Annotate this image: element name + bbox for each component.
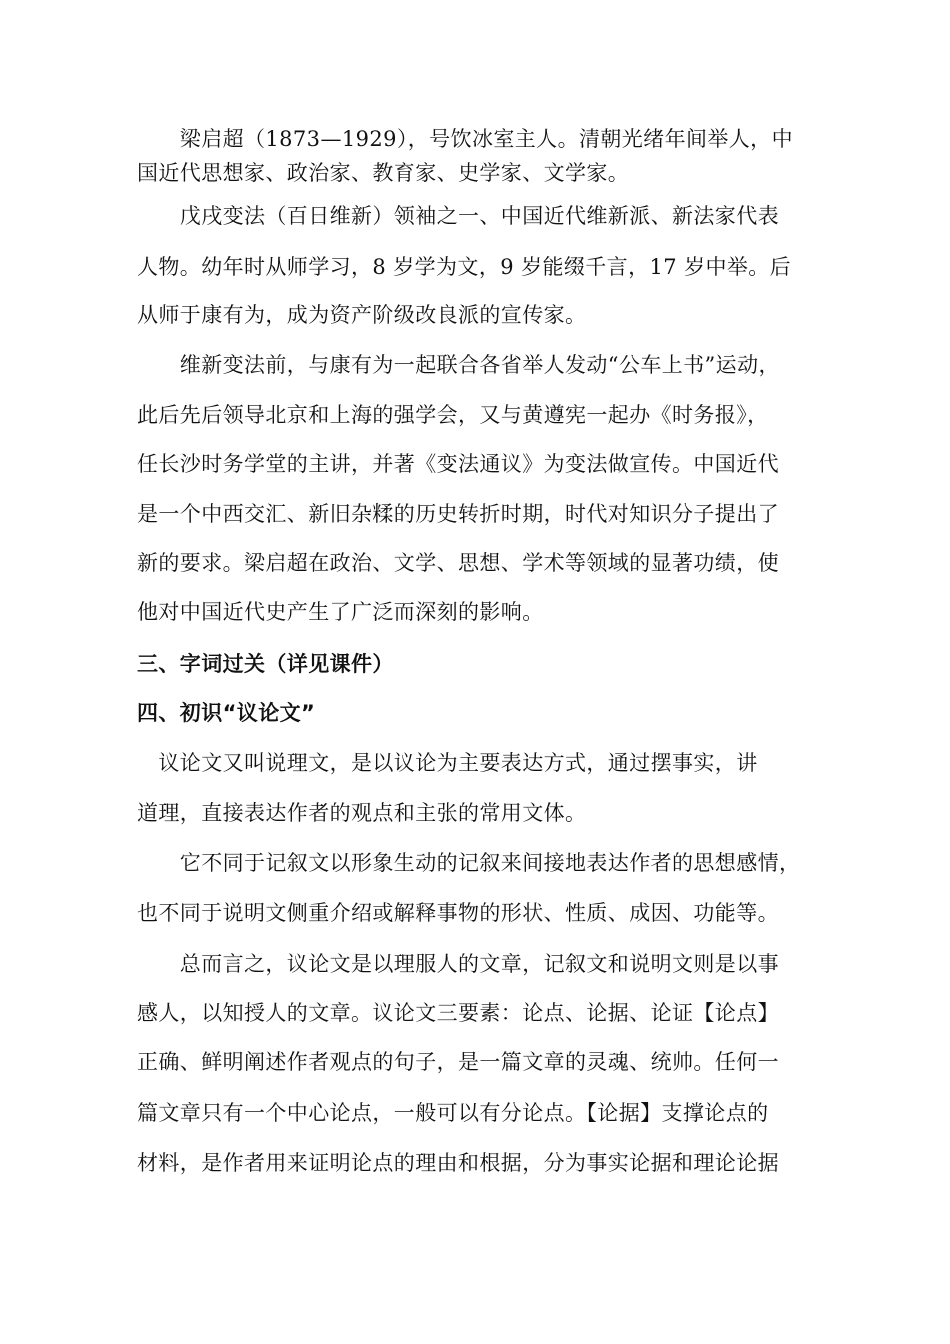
paragraph-line: 它不同于记叙文以形象生动的记叙来间接地表达作者的思想感情， [137,851,801,875]
paragraph-line: 维新变法前，与康有为一起联合各省举人发动“公车上书”运动， [137,353,780,377]
section-heading-4: 四、初识“议论文” [137,701,316,725]
paragraph-line: 人物。幼年时从师学习，8 岁学为文，9 岁能缀千言，17 岁中举。后 [137,255,792,279]
paragraph-line: 戊戌变法（百日维新）领袖之一、中国近代维新派、新法家代表 [137,204,779,228]
paragraph-line: 也不同于说明文侧重介绍或解释事物的形状、性质、成因、功能等。 [137,901,779,925]
paragraph-line: 材料，是作者用来证明论点的理由和根据，分为事实论据和理论论据 [137,1151,779,1175]
paragraph-line: 任长沙时务学堂的主讲，并著《变法通议》为变法做宣传。中国近代 [137,452,779,476]
paragraph-line: 此后先后领导北京和上海的强学会，又与黄遵宪一起办《时务报》， [137,403,769,427]
paragraph-line: 从师于康有为，成为资产阶级改良派的宣传家。 [137,303,587,327]
paragraph-line: 是一个中西交汇、新旧杂糅的历史转折时期，时代对知识分子提出了 [137,502,779,526]
paragraph-line: 正确、鲜明阐述作者观点的句子，是一篇文章的灵魂、统帅。任何一 [137,1050,779,1074]
paragraph-line: 道理，直接表达作者的观点和主张的常用文体。 [137,801,587,825]
paragraph-line: 他对中国近代史产生了广泛而深刻的影响。 [137,600,544,624]
section-heading-3: 三、字词过关（详见课件） [137,652,394,676]
paragraph-line: 议论文又叫说理文，是以议论为主要表达方式，通过摆事实，讲 [137,751,758,775]
paragraph-line: 国近代思想家、政治家、教育家、史学家、文学家。 [137,161,630,185]
paragraph-line: 新的要求。梁启超在政治、文学、思想、学术等领域的显著功绩，使 [137,551,779,575]
paragraph-line: 篇文章只有一个中心论点，一般可以有分论点。【论据】支撑论点的 [137,1101,769,1125]
paragraph-line: 总而言之，议论文是以理服人的文章，记叙文和说明文则是以事 [137,952,779,976]
paragraph-line: 感人，以知授人的文章。议论文三要素：论点、论据、论证【论点】 [137,1001,779,1025]
paragraph-line: 梁启超（1873—1929），号饮冰室主人。清朝光绪年间举人，中 [137,127,793,151]
